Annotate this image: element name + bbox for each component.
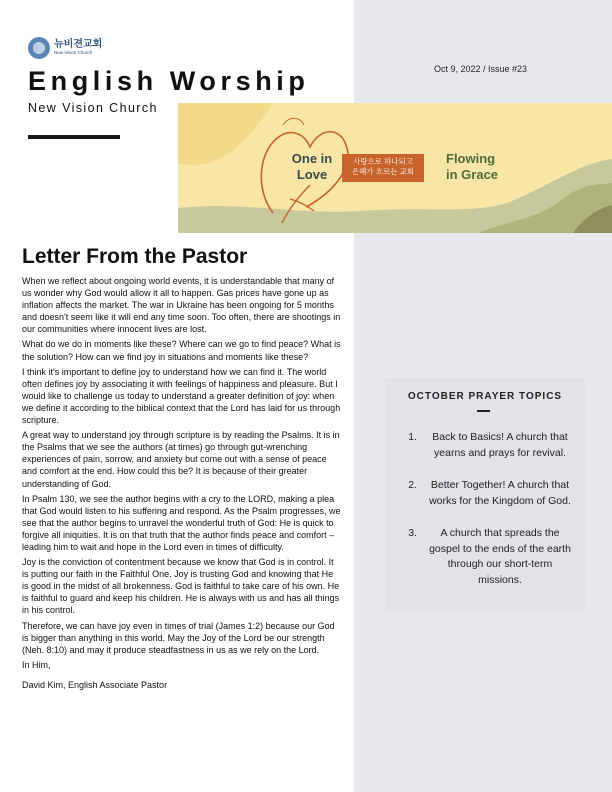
prayer-topic-number: 1. (408, 431, 417, 443)
letter-paragraph: Joy is the conviction of contentment because we know that God is in control. It is putting our faith in the Faithful One. Joy is trusting God and knowing that He is good in the midst of all brokenness. God is faithful to take care of his own. He is faithful to guard and keep his children. He is always with us and has all things in his control. (22, 557, 340, 616)
letter-paragraph: What do we do in moments like these? Where can we go to find peace? What is the solution? How can we find joy in situations and moments like these? (22, 339, 341, 362)
prayer-topics-card (385, 378, 585, 613)
title-divider (28, 135, 120, 139)
church-logo-icon (28, 37, 50, 59)
prayer-topics-title: OCTOBER PRAYER TOPICS (407, 391, 563, 402)
prayer-title-dash (477, 410, 490, 412)
prayer-topic-item (385, 478, 585, 509)
prayer-topic-item (385, 430, 585, 461)
logo-korean-text: 뉴비젼교회 (54, 39, 103, 51)
letter-paragraph: A great way to understand joy through scripture is by reading the Psalms. It is in the Psalms that we see the authors (at times) go through gut-wrenching experiences of pain, sorrow, and anxiety but come out with a sense of peace and comfort at the end. How could this be? It is because of their greater understanding of God. (22, 430, 340, 489)
prayer-topic-number: 2. (408, 479, 417, 491)
prayer-topics-list (385, 430, 585, 605)
letter-body (22, 275, 342, 694)
issue-date: Oct 9, 2022 / Issue #23 (434, 64, 528, 74)
letter-paragraph: Therefore, we can have joy even in times of trial (James 1:2) because our God is bigger than anything in this world. May the Joy of the Lord be our strength (Neh. 8:10) and may it produce steadfastness in us as we rely on the Lord. (22, 620, 335, 655)
letter-paragraph: When we reflect about ongoing world events, it is understandable that many of us wonder why God would allow it all to happen. Gas prices have gone up as inflation affects the market. The war in Ukraine has been ongoing for 5 months and doesn't seem like it will end any time soon. Too often, there are shootings in our communities where innocent lives are lost. (22, 276, 341, 335)
theme-banner (178, 103, 612, 233)
prayer-topic-text: Better Together! A church that works for the Kingdom of God. (429, 479, 571, 507)
banner-korean-line2: 은혜가 흐르는 교회 (351, 167, 415, 177)
prayer-topic-number: 3. (408, 527, 417, 539)
letter-closing: In Him, (22, 659, 51, 670)
prayer-topic-text: Back to Basics! A church that yearns and prays for revival. (432, 431, 568, 459)
letter-paragraph: I think it's important to define joy to understand how we can find it. The world often defines joy by associating it with feelings of happiness and pleasure. But I would like to challenge us today to understand a greater definition of joy: when we define it according to the biblical context that the Lord has laid for us through scripture. (22, 366, 341, 426)
banner-one-in-love: One in Love (291, 151, 333, 183)
prayer-topic-text: A church that spreads the gospel to the ends of the earth through our short-term missions. (429, 527, 571, 586)
letter-paragraph: In Psalm 130, we see the author begins with a cry to the LORD, making a plea that God would listen to his suffering and respond. As the Psalm progresses, we see that the author begins to unravel the wonderful truth of God: He is quick to forgive all iniquities. It is on that truth that the author finds peace and comfort – leading him to wait and hope in the Lord even in times of difficulty. (22, 493, 341, 552)
page-subtitle: New Vision Church (28, 101, 158, 115)
banner-korean-line1: 사랑으로 하나되고 (352, 157, 414, 166)
page-title: English Worship (28, 66, 310, 96)
letter-title: Letter From the Pastor (22, 245, 248, 268)
banner-korean-motto (342, 154, 424, 182)
letter-signature: David Kim, English Associate Pastor (22, 679, 168, 690)
logo-english-text: New Vision Church (54, 50, 93, 56)
church-logo (28, 37, 102, 59)
banner-flowing-in-grace: Flowing in Grace (446, 151, 499, 183)
prayer-topic-item (385, 526, 585, 588)
